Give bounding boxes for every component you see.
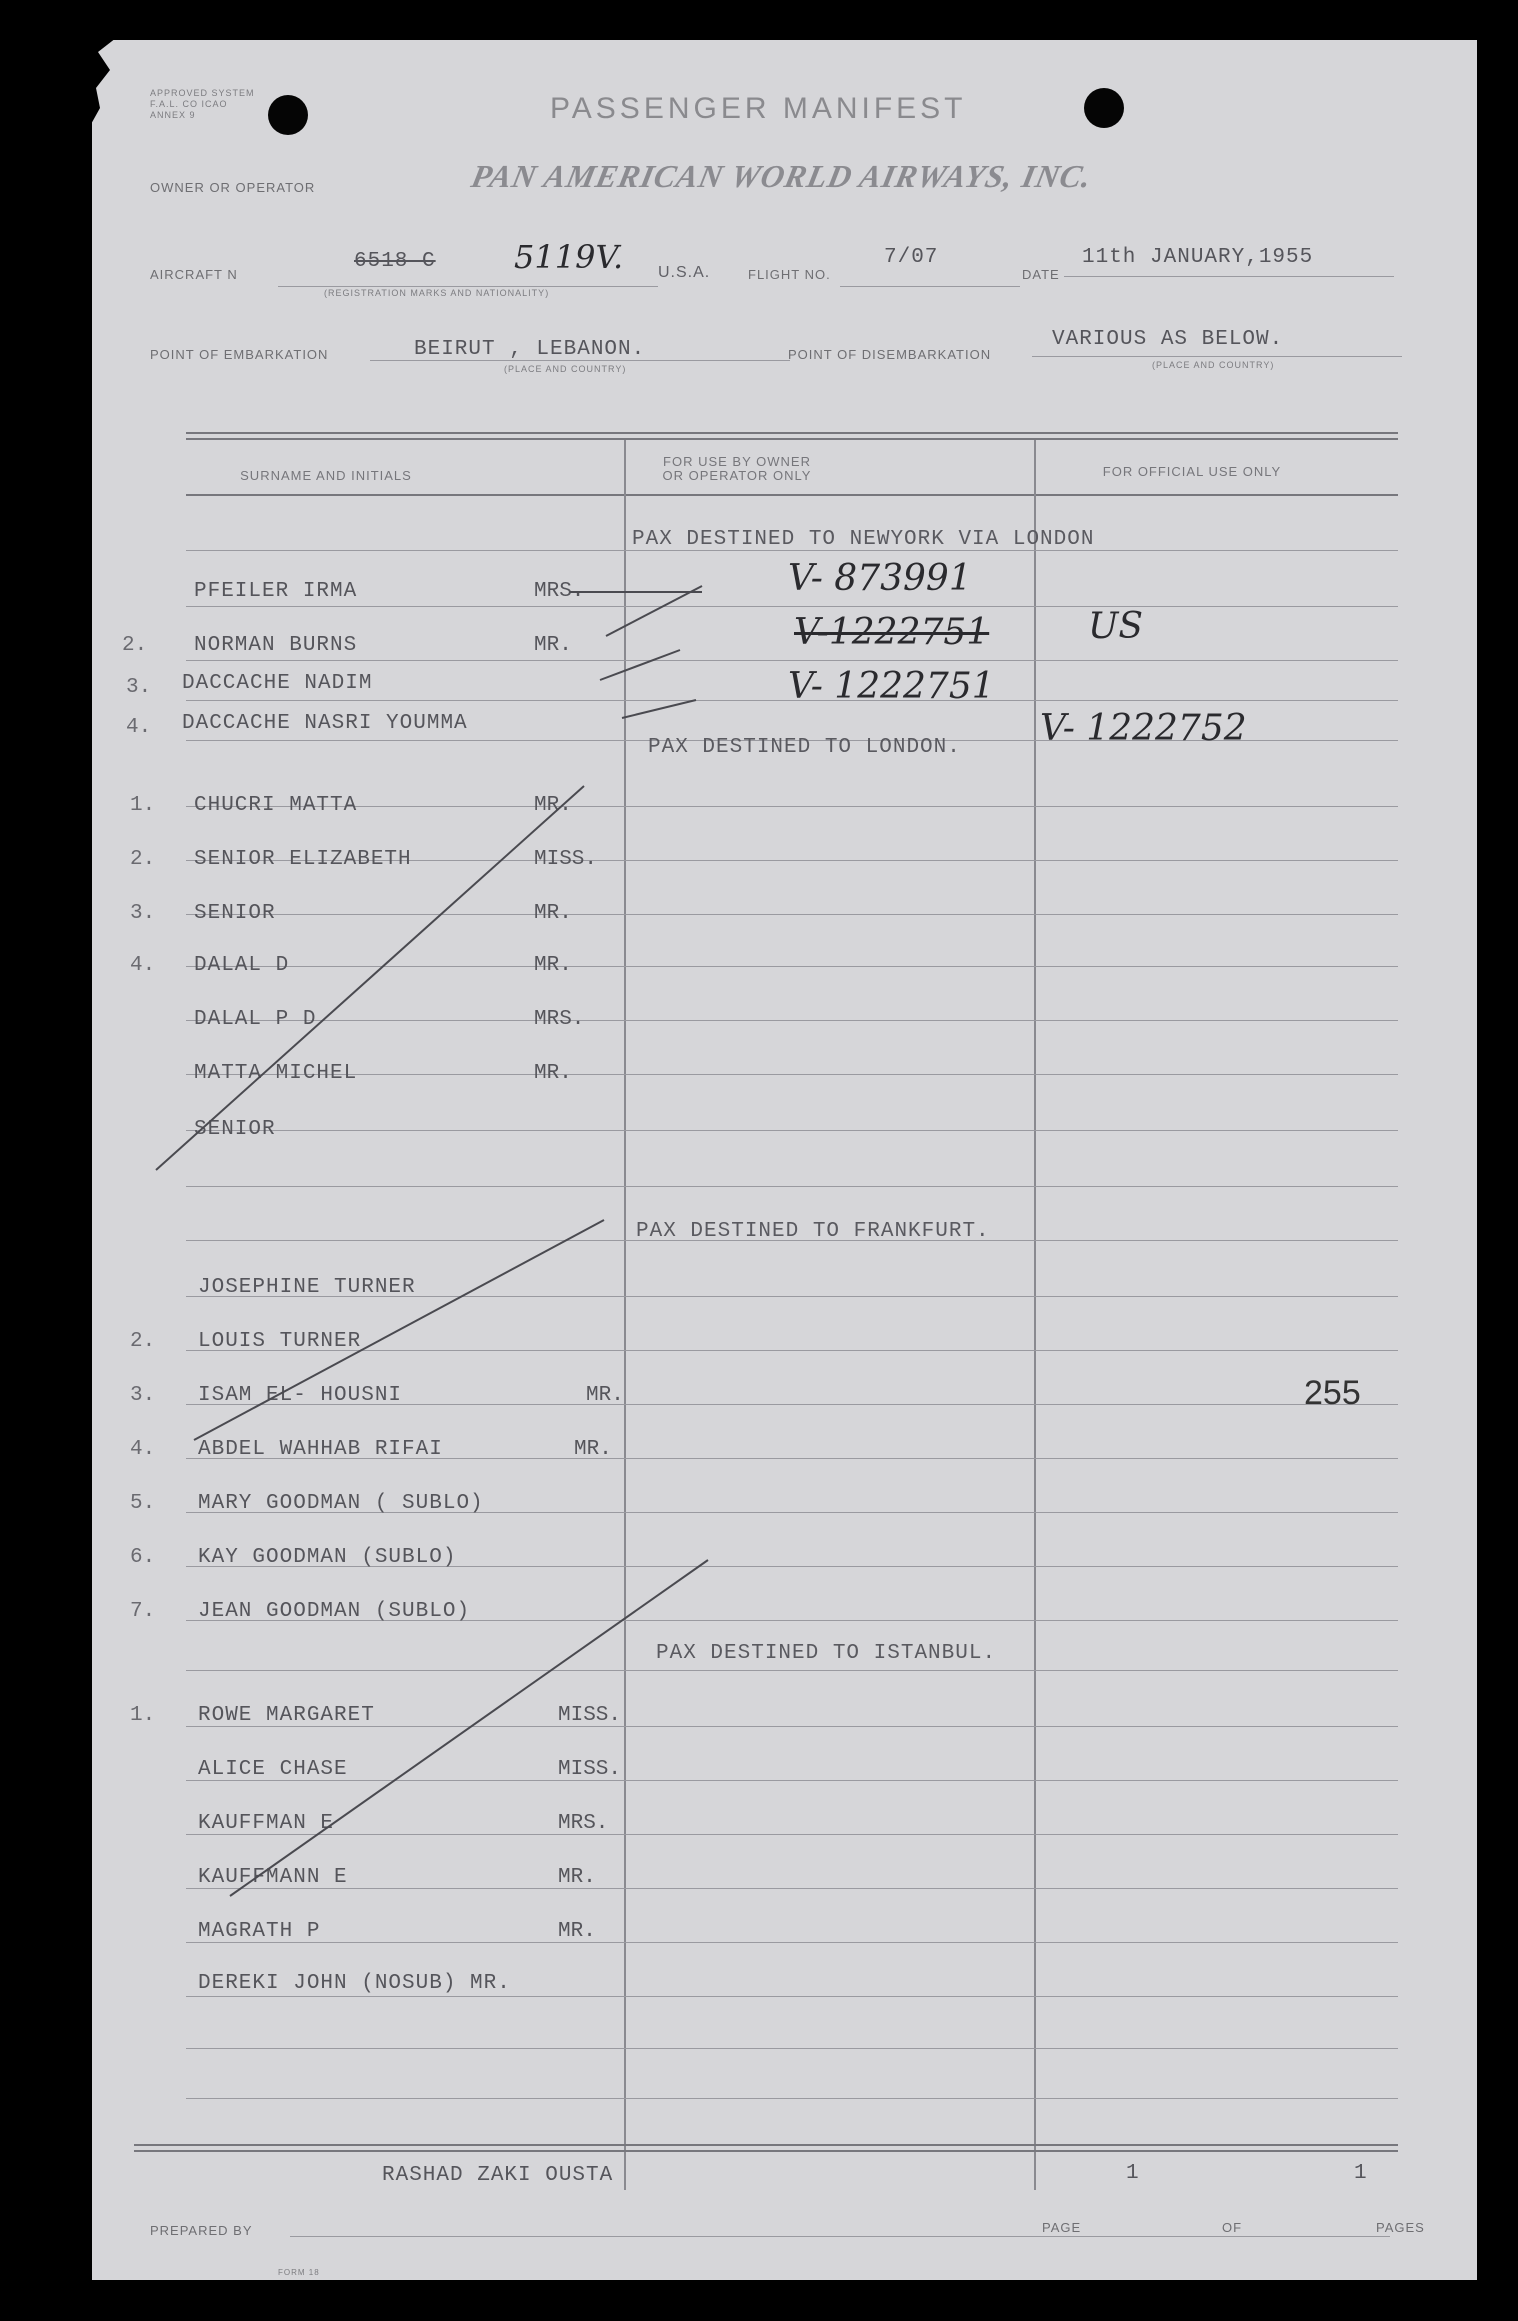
aircraft-label: AIRCRAFT N [150, 267, 238, 282]
passenger-title: MISS. [534, 848, 598, 871]
passenger-title: MR. [534, 954, 572, 977]
group-destination: PAX DESTINED TO LONDON. [648, 736, 961, 759]
passenger-name: SENIOR [194, 902, 276, 925]
embark-label: POINT OF EMBARKATION [150, 347, 329, 362]
aircraft-struck: 6518 C [354, 250, 436, 273]
passenger-title: MR. [534, 634, 572, 657]
row-number: 5. [130, 1492, 156, 1515]
manifest-sheet [92, 40, 1477, 2280]
flight-number: 7/07 [884, 246, 939, 269]
passenger-name: SENIOR ELIZABETH [194, 848, 412, 871]
form-code: FORM 18 [278, 2268, 320, 2277]
passenger-title: MISS. [558, 1704, 622, 1727]
passenger-name: DACCACHE NADIM [182, 672, 373, 695]
passenger-name: DEREKI JOHN (NOSUB) MR. [198, 1972, 511, 1995]
form-title: PASSENGER MANIFEST [550, 92, 967, 125]
row-number: 3. [130, 1384, 156, 1407]
flight-date: 11th JANUARY,1955 [1082, 246, 1314, 269]
row-number: 1. [130, 794, 156, 817]
passenger-title: MR. [586, 1384, 624, 1407]
row-number: 3. [126, 676, 152, 699]
passenger-title: MR. [534, 1062, 572, 1085]
passenger-title: MRS. [534, 1008, 585, 1031]
passenger-name: KAUFFMAN E [198, 1812, 335, 1835]
passenger-name: ABDEL WAHHAB RIFAI [198, 1438, 443, 1461]
passenger-title: MRS. [558, 1812, 609, 1835]
col-header-surname: SURNAME AND INITIALS [240, 468, 412, 483]
registration-caption: (REGISTRATION MARKS AND NATIONALITY) [324, 288, 550, 298]
nationality: U.S.A. [658, 264, 711, 281]
embark-caption: (PLACE AND COUNTRY) [504, 364, 627, 374]
passenger-name: LOUIS TURNER [198, 1330, 362, 1353]
of-label: OF [1222, 2220, 1243, 2235]
passenger-title: MR. [574, 1438, 612, 1461]
company-name: PAN AMERICAN WORLD AIRWAYS, INC. [468, 158, 1096, 194]
passenger-name: JEAN GOODMAN (SUBLO) [198, 1600, 471, 1623]
group-destination: PAX DESTINED TO NEWYORK VIA LONDON [632, 528, 1095, 551]
row-number: 3. [130, 902, 156, 925]
passenger-title: MR. [558, 1920, 596, 1943]
passenger-title: MR. [534, 902, 572, 925]
passenger-title: MR. [558, 1866, 596, 1889]
passenger-name: ISAM EL- HOUSNI [198, 1384, 403, 1407]
row-number: 4. [130, 954, 156, 977]
passenger-name: JOSEPHINE TURNER [198, 1276, 416, 1299]
aircraft-number: 5119V. [514, 238, 624, 276]
passenger-name: DALAL D [194, 954, 290, 977]
row-number: 4. [126, 716, 152, 739]
disembark-caption: (PLACE AND COUNTRY) [1152, 360, 1275, 370]
disembark-place: VARIOUS AS BELOW. [1052, 328, 1284, 351]
col-header-official: FOR OFFICIAL USE ONLY [1102, 464, 1282, 479]
page-count: 1 [1354, 2162, 1368, 2185]
passenger-name: KAUFFMANN E [198, 1866, 348, 1889]
passenger-name: MATTA MICHEL [194, 1062, 358, 1085]
pencil-marks [92, 40, 1477, 2280]
col-header-owner-2: OR OPERATOR ONLY [662, 468, 812, 483]
col-header-owner-1: FOR USE BY OWNER [663, 454, 811, 469]
passenger-title: MISS. [558, 1758, 622, 1781]
prepared-by-label: PREPARED BY [150, 2223, 253, 2238]
disembark-label: POINT OF DISEMBARKATION [788, 347, 992, 362]
row-number: 4. [130, 1438, 156, 1461]
footer-rule-2 [134, 2150, 1398, 2152]
passenger-name: MAGRATH P [198, 1920, 321, 1943]
embark-place: BEIRUT , LEBANON. [414, 338, 646, 361]
row-number: 2. [122, 634, 148, 657]
passenger-title: MR. [534, 794, 572, 817]
visa-number-struck: V-1222751 [794, 612, 990, 653]
passenger-name: DALAL P D [194, 1008, 317, 1031]
passenger-name: DACCACHE NASRI YOUMMA [182, 712, 468, 735]
footer-rule [134, 2144, 1398, 2146]
row-number: 2. [130, 848, 156, 871]
official-us-mark: US [1088, 606, 1144, 647]
page-number: 1 [1126, 2162, 1140, 2185]
stamp-number: 255 [1304, 1374, 1361, 1412]
passenger-name: PFEILER IRMA [194, 580, 358, 603]
row-number: 1. [130, 1704, 156, 1727]
pages-label: PAGES [1376, 2220, 1425, 2235]
passenger-title: MRS. [534, 580, 585, 603]
row-number: 7. [130, 1600, 156, 1623]
passenger-name: KAY GOODMAN (SUBLO) [198, 1546, 457, 1569]
prepared-by-name: RASHAD ZAKI OUSTA [382, 2164, 614, 2187]
passenger-name: SENIOR [194, 1118, 276, 1141]
page-label: PAGE [1042, 2220, 1082, 2235]
passenger-name: CHUCRI MATTA [194, 794, 358, 817]
group-destination: PAX DESTINED TO FRANKFURT. [636, 1220, 990, 1243]
visa-number-4: V- 1222752 [1040, 708, 1247, 749]
passenger-name: ROWE MARGARET [198, 1704, 375, 1727]
date-label: DATE [1022, 267, 1060, 282]
passenger-name: MARY GOODMAN ( SUBLO) [198, 1492, 484, 1515]
group-destination: PAX DESTINED TO ISTANBUL. [656, 1642, 997, 1665]
row-number: 6. [130, 1546, 156, 1569]
flight-label: FLIGHT NO. [748, 267, 831, 282]
passenger-name: ALICE CHASE [198, 1758, 348, 1781]
row-number: 2. [130, 1330, 156, 1353]
passenger-name: NORMAN BURNS [194, 634, 358, 657]
prepared-by-underline [290, 2236, 1390, 2237]
owner-label: OWNER OR OPERATOR [150, 180, 316, 195]
approval-note: APPROVED SYSTEM F.A.L. CO ICAO ANNEX 9 [150, 88, 255, 120]
visa-number-1: V- 873991 [788, 558, 972, 599]
visa-number-3: V- 1222751 [788, 666, 995, 707]
